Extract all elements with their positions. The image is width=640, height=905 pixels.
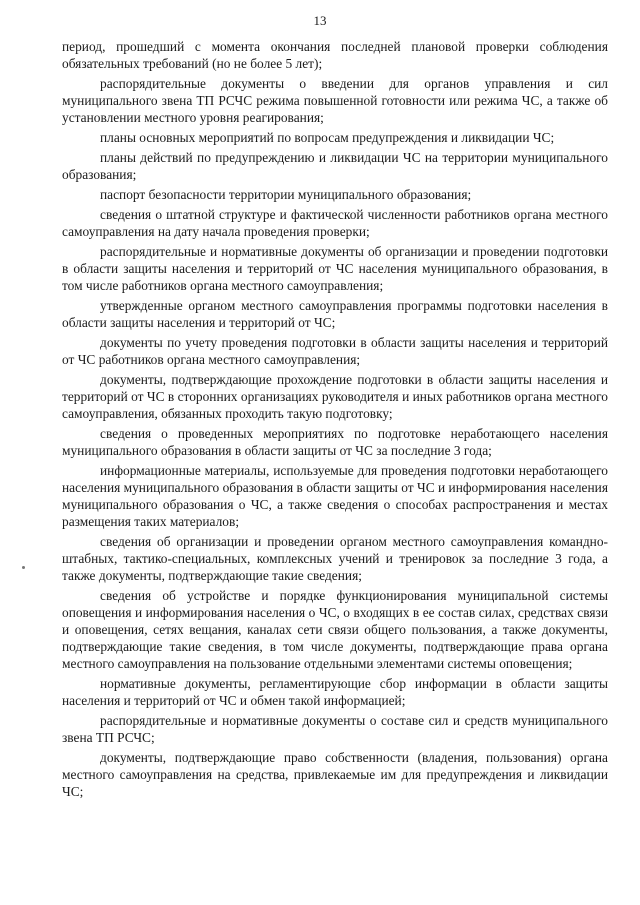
paragraph: распорядительные и нормативные документы о составе сил и средств муниципального звена ТП РСЧС; bbox=[62, 713, 608, 745]
margin-mark bbox=[22, 566, 25, 569]
paragraph: планы основных мероприятий по вопросам предупреждения и ликвидации ЧС; bbox=[100, 130, 555, 145]
paragraph: распорядительные документы о введении для органов управления и сил муниципального звена ТП РСЧС режима повышенной готовности или режима ЧС, а также об установлении местного уровня реагирования; bbox=[62, 76, 608, 125]
paragraph: период, прошедший с момента окончания последней плановой проверки соблюдения обязательных требований (но не более 5 лет); bbox=[62, 39, 608, 71]
paragraph: сведения о проведенных мероприятиях по подготовке неработающего населения муниципального образования в области защиты от ЧС за последние 3 года; bbox=[62, 426, 608, 458]
paragraph: планы действий по предупреждению и ликвидации ЧС на территории муниципального образования; bbox=[62, 150, 608, 182]
paragraph: паспорт безопасности территории муниципального образования; bbox=[100, 187, 472, 202]
paragraph: сведения об организации и проведении органом местного самоуправления командно-штабных, тактико-специальных, комплексных учений и тренировок за последние 3 года, а также документы, подтверждающие такие сведения; bbox=[62, 534, 608, 583]
paragraph: сведения о штатной структуре и фактической численности работников органа местного самоуправления на дату начала проведения проверки; bbox=[62, 207, 608, 239]
paragraph: распорядительные и нормативные документы об организации и проведении подготовки в области защиты населения и территорий от ЧС населения муниципального образования, в том числе работников органа местного самоуправления; bbox=[62, 244, 608, 293]
paragraph: утвержденные органом местного самоуправления программы подготовки населения в области защиты населения и территорий от ЧС; bbox=[62, 298, 608, 330]
page-number: 13 bbox=[313, 13, 327, 28]
paragraph: информационные материалы, используемые для проведения подготовки неработающего населения муниципального образования в области защиты от ЧС и информирования населения муниципального образования о ЧС, а также сведения о способах распространения и местах размещения таких материалов; bbox=[62, 463, 608, 529]
paragraph: документы, подтверждающие право собственности (владения, пользования) органа местного самоуправления на средства, привлекаемые им для предупреждения и ликвидации ЧС; bbox=[62, 750, 608, 799]
document-body bbox=[62, 38, 608, 803]
paragraph: документы, подтверждающие прохождение подготовки в области защиты населения и территорий от ЧС в сторонних организациях руководителя и иных работников органа местного самоуправления, обязанных проходить такую подготовку; bbox=[62, 372, 608, 421]
paragraph: сведения об устройстве и порядке функционирования муниципальной системы оповещения и информирования населения о ЧС, о входящих в ее состав силах, средствах связи и оповещения, сетях вещания, каналах сети связи общего пользования, а также документы, подтверждающие такие сведения, в том числе документы, подтверждающие права органа местного самоуправления на пользование отдельными элементами системы оповещения; bbox=[62, 588, 608, 671]
paragraph: документы по учету проведения подготовки в области защиты населения и территорий от ЧС работников органа местного самоуправления; bbox=[62, 335, 608, 367]
paragraph: нормативные документы, регламентирующие сбор информации в области защиты населения и территорий от ЧС и обмен такой информацией; bbox=[62, 676, 608, 708]
